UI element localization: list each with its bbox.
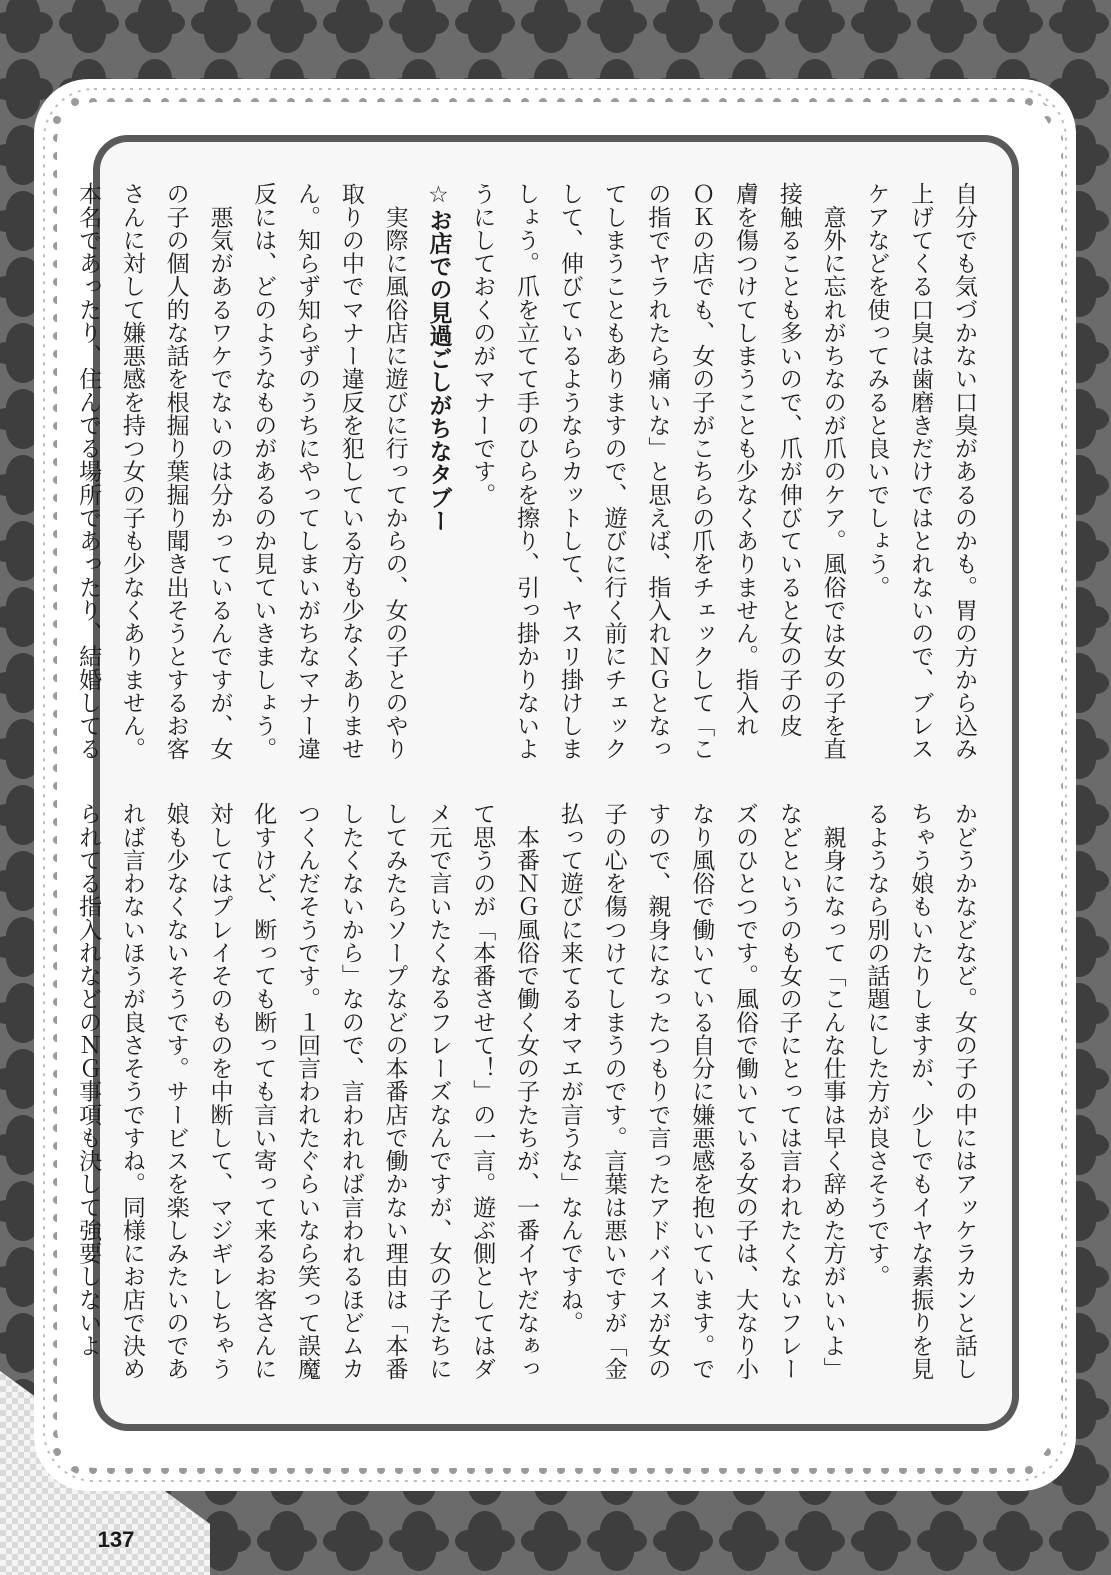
text-line: ☆お店での見過ごしがちなタブー xyxy=(425,182,452,532)
text-line: しょう。爪を立てて手のひらを擦り、引っ掛かりないよ xyxy=(513,182,540,760)
text-line: られてる指入れなどのＮＧ事項も決して強要しないよ xyxy=(75,802,102,1357)
text-line: の指でヤラれたら痛いな」と思えば、指入れＮＧとなっ xyxy=(644,182,671,760)
text-line: ズのひとつです。風俗で働いている女の子は、大なり小 xyxy=(732,802,759,1380)
text-line: 実際に風俗店に遊びに行ってからの、女の子とのやり xyxy=(381,182,408,760)
text-line: 本番ＮＧ風俗で働く女の子たちが、一番イヤだなぁっ xyxy=(513,802,540,1380)
text-line: ケアなどを使ってみると良いでしょう。 xyxy=(863,182,890,599)
text-line: 化すけど、断っても断っても言い寄って来るお客さんに xyxy=(250,802,277,1380)
text-line: 自分でも気づかない口臭があるのかも。胃の方から込み xyxy=(951,182,977,760)
text-line: すので、親身になったつもりで言ったアドバイスが女の xyxy=(644,802,671,1380)
text-line: などというのも女の子にとっては言われたくないフレー xyxy=(775,802,802,1380)
text-block-bottom xyxy=(65,802,985,1382)
text-line: 上げてくる口臭は歯磨きだけではとれないので、ブレス xyxy=(907,182,934,760)
text-line: ちゃう娘もいたりしますが、少しでもイヤな素振りを見 xyxy=(907,802,934,1380)
text-line: かどうかなどなど。女の子の中にはアッケラカンと話し xyxy=(951,802,977,1380)
text-line: ん。知らず知らずのうちにやってしまいがちなマナー違 xyxy=(294,182,321,760)
text-line: れば言わないほうが良さそうですね。同様にお店で決め xyxy=(118,802,145,1380)
text-line: なり風俗で働いている自分に嫌悪感を抱いています。で xyxy=(688,802,715,1380)
text-line: うにしておくのがマナーです。 xyxy=(469,182,496,506)
text-line: るようなら別の話題にした方が良さそうです。 xyxy=(863,802,890,1288)
text-line: の子の個人的な話を根掘り葉掘り聞き出そうとするお客 xyxy=(162,182,189,760)
text-block-top xyxy=(65,182,985,762)
text-line: てしまうこともありますので、遊びに行く前にチェック xyxy=(600,182,627,760)
text-line: したくないから」なので、言われれば言われるほどムカ xyxy=(337,802,364,1380)
text-line: ＯＫの店でも、女の子がこちらの爪をチェックして「こ xyxy=(688,182,715,760)
text-line: 接触ることも多いので、爪が伸びていると女の子の皮 xyxy=(775,182,802,737)
text-line: してみたらソープなどの本番店で働かない理由は「本番 xyxy=(381,802,408,1380)
text-line: て思うのが「本番させて！」の一言。遊ぶ側としてはダ xyxy=(469,802,496,1380)
text-line: メ元で言いたくなるフレーズなんですが、女の子たちに xyxy=(425,802,452,1380)
text-line: 娘も少なくないそうです。サービスを楽しみたいのであ xyxy=(162,802,189,1380)
text-line: つくんだそうです。１回言われたぐらいなら笑って誤魔 xyxy=(294,802,321,1380)
page-number: 137 xyxy=(97,1527,135,1552)
text-line: 反には、どのようなものがあるのか見ていきましょう。 xyxy=(250,182,277,760)
text-line: 子の心を傷つけてしまうのです。言葉は悪いですが「金 xyxy=(600,802,627,1380)
text-line: さんに対して嫌悪感を持つ女の子も少なくありません。 xyxy=(118,182,145,760)
text-line: 取りの中でマナー違反を犯している方も少なくありませ xyxy=(337,182,364,760)
text-line: 対してはプレイそのものを中断して、マジギレしちゃう xyxy=(206,802,233,1380)
text-line: 親身になって「こんな仕事は早く辞めた方がいいよ」 xyxy=(819,802,846,1380)
text-line: 意外に忘れがちなのが爪のケア。風俗では女の子を直 xyxy=(819,182,846,760)
text-line: 本名であったり、住んでる場所であったり、結婚してる xyxy=(75,182,102,760)
text-line: 払って遊びに来てるオマエが言うな」なんですね。 xyxy=(556,802,583,1334)
text-line: 悪気があるワケでないのは分かっているんですが、女 xyxy=(206,182,233,760)
text-line: して、伸びているようならカットして、ヤスリ掛けしま xyxy=(556,182,583,760)
text-line: 膚を傷つけてしまうことも少なくありません。指入れ xyxy=(732,182,759,737)
